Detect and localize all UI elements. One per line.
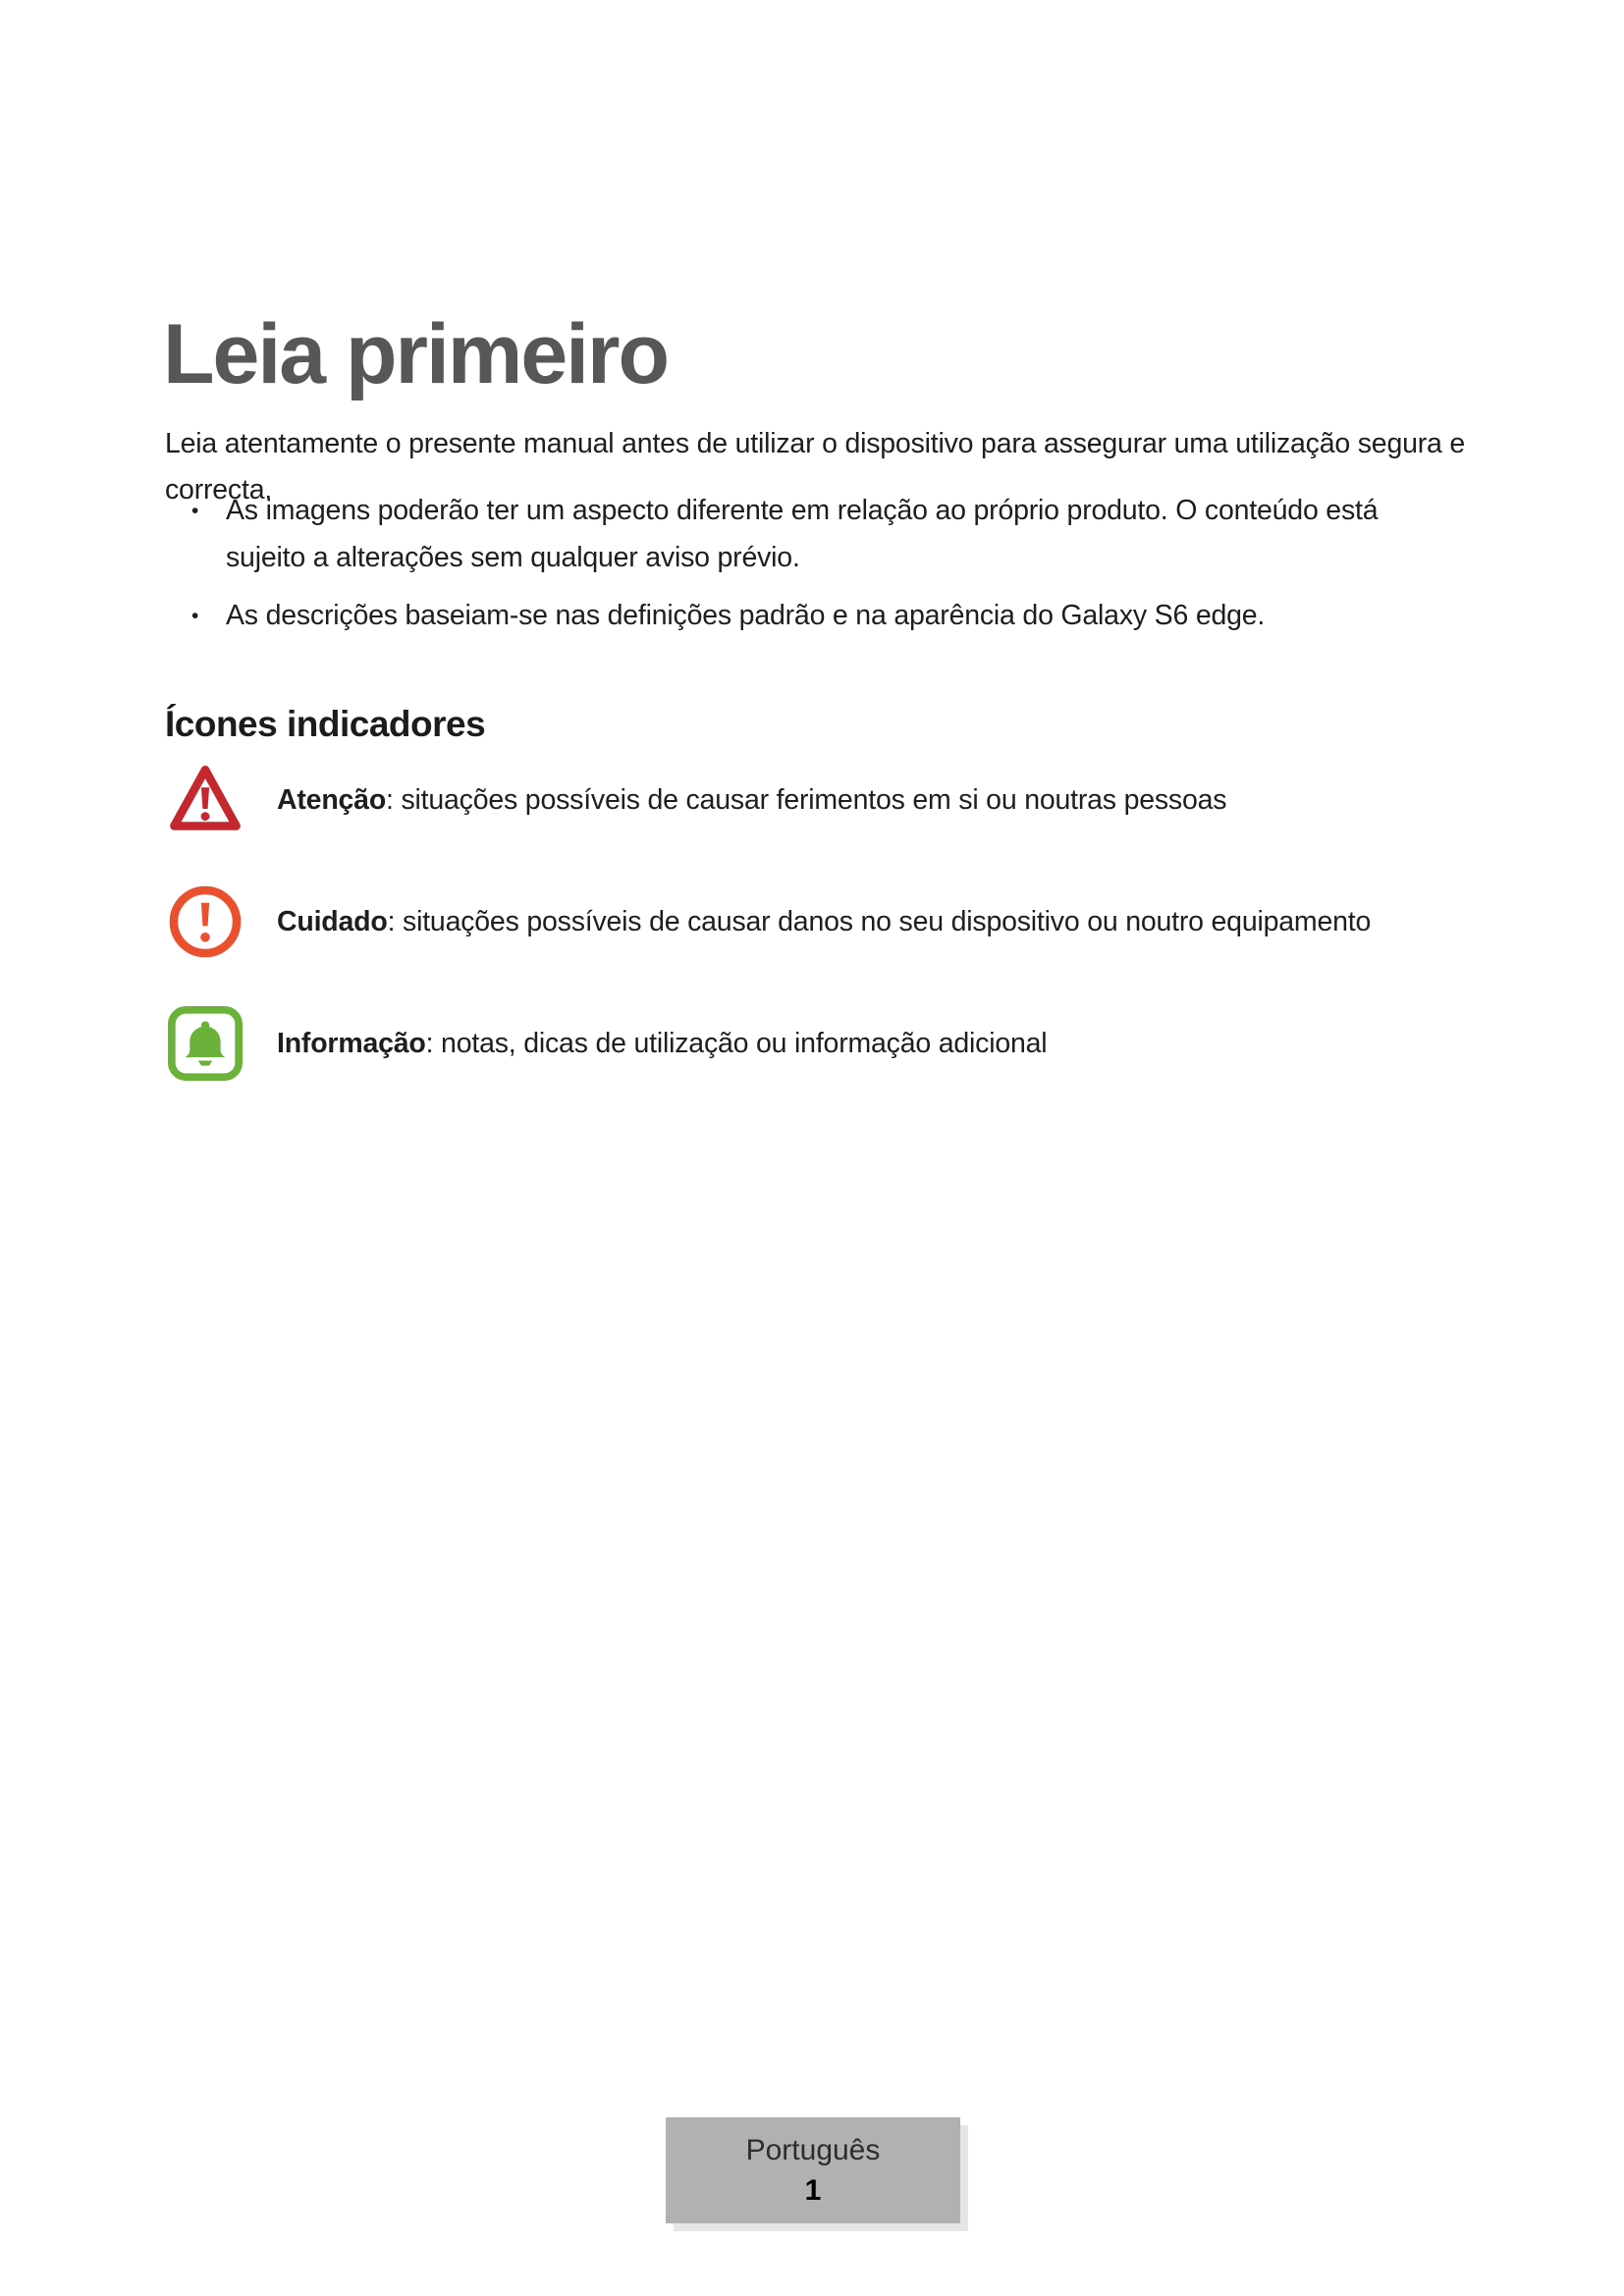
intro-paragraph: Leia atentamente o presente manual antes de utilizar o dispositivo para assegurar uma utilização segura e correcta. [165,427,1466,506]
warning-triangle-icon [165,760,245,840]
indicator-row [165,999,1371,1088]
indicator-description: : notas, dicas de utilização ou informação adicional [425,1027,1048,1059]
section-heading: Ícones indicadores [165,703,486,744]
bullet-text: As imagens poderão ter um aspecto diferente em relação ao próprio produto. O conteúdo está sujeito a alterações sem qualquer aviso prévio. [226,495,1379,573]
bullet-list [165,488,1432,652]
footer-language-label: Português [745,2134,881,2166]
footer-language-box [666,2117,960,2223]
list-item [165,488,1432,581]
bullet-icon: • [191,500,199,522]
indicator-label: Cuidado [277,905,388,937]
indicator-text [277,906,1371,938]
indicator-text [277,1028,1047,1060]
indicator-label: Atenção [277,783,387,816]
indicator-list [165,756,1371,1121]
indicator-label: Informação [277,1027,426,1059]
indicator-description: : situações possíveis de causar ferimentos em si ou noutras pessoas [386,783,1227,816]
bullet-icon: • [191,605,199,627]
bullet-text: As descrições baseiam-se nas definições padrão e na aparência do Galaxy S6 edge. [226,600,1266,631]
list-item [165,593,1432,640]
information-bell-icon [165,1003,245,1084]
indicator-row [165,756,1371,844]
page-title: Leia primeiro [163,306,669,401]
caution-circle-icon [165,881,245,962]
indicator-text [277,784,1226,817]
indicator-row [165,878,1371,966]
footer-page-number: 1 [804,2174,822,2207]
indicator-description: : situações possíveis de causar danos no seu dispositivo ou noutro equipamento [387,905,1372,937]
